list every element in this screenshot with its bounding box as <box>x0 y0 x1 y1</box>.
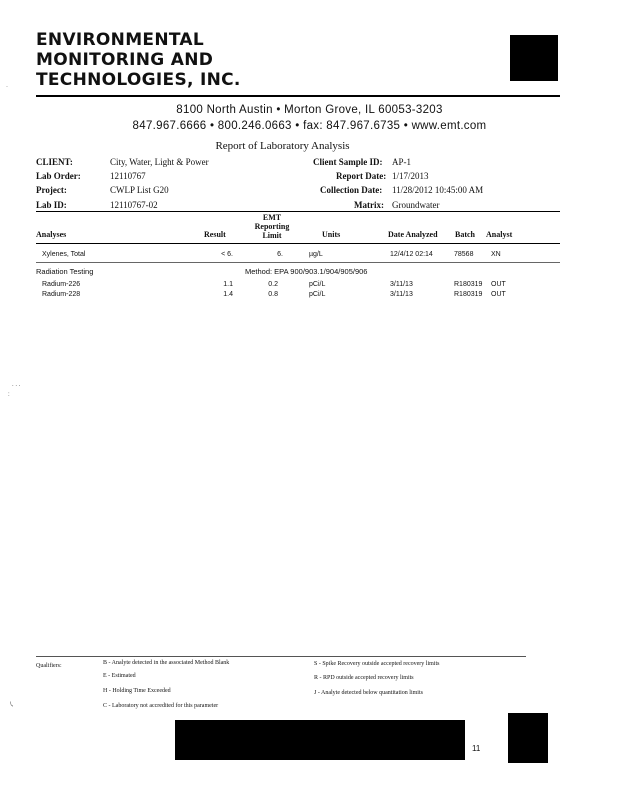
cell-limit: 0.8 <box>268 291 278 298</box>
cell-analysis: Radium-226 <box>42 281 81 288</box>
company-address: 8100 North Austin • Morton Grove, IL 60053-3203 <box>176 104 443 116</box>
scan-mark: \, <box>10 702 14 708</box>
cell-result: < 6. <box>221 251 233 258</box>
header-units: Units <box>322 230 341 239</box>
qualifier-j: J - Analyte detected below quantitation limits <box>314 690 423 696</box>
lab-id-value: 12110767-02 <box>110 200 158 210</box>
cell-limit: 6. <box>277 251 283 258</box>
redaction-block-bottom <box>175 720 465 760</box>
client-sample-label: Client Sample ID: <box>313 157 383 167</box>
cell-batch: R180319 <box>454 291 483 298</box>
cell-analysis: Xylenes, Total <box>42 251 86 258</box>
qualifier-h: H - Holding Time Exceeded <box>103 688 171 694</box>
company-name <box>36 30 241 90</box>
matrix-value: Groundwater <box>392 200 440 210</box>
header-batch: Batch <box>455 230 475 239</box>
redaction-block-corner <box>508 713 548 763</box>
cell-limit: 0.2 <box>268 281 278 288</box>
cell-result: 1.1 <box>223 281 233 288</box>
qualifiers-label: Qualifiers: <box>36 663 62 669</box>
header-analyst: Analyst <box>486 230 513 239</box>
header-result: Result <box>204 230 226 239</box>
project-label: Project: <box>36 185 67 195</box>
report-date-value: 1/17/2013 <box>392 171 429 181</box>
qualifier-r: R - RPD outside accepted recovery limits <box>314 675 414 681</box>
header-emt: EMT <box>262 213 282 222</box>
collection-date-value: 11/28/2012 10:45:00 AM <box>392 185 484 195</box>
header-limit: Limit <box>262 231 282 240</box>
section-method: Method: EPA 900/903.1/904/905/906 <box>245 267 368 276</box>
company-name-line2: MONITORING AND <box>36 50 214 70</box>
header-analyses: Analyses <box>36 230 67 239</box>
cell-date: 12/4/12 02:14 <box>390 251 433 258</box>
lab-order-value: 12110767 <box>110 171 146 181</box>
header-emt-reporting-limit <box>245 213 299 240</box>
company-name-line1: ENVIRONMENTAL <box>36 30 205 50</box>
qualifier-c: C - Laboratory not accredited for this parameter <box>103 703 219 709</box>
qualifier-b: B - Analyte detected in the associated Method Blank <box>103 660 230 666</box>
lab-id-label: Lab ID: <box>36 200 67 210</box>
cell-units: pCi/L <box>309 291 326 298</box>
project-value: CWLP List G20 <box>110 185 169 195</box>
cell-date: 3/11/13 <box>390 281 413 288</box>
section-name: Radiation Testing <box>36 267 94 276</box>
collection-date-label: Collection Date: <box>320 185 383 195</box>
qualifier-e: E - Estimated <box>103 673 136 679</box>
report-title: Report of Laboratory Analysis <box>215 140 350 152</box>
matrix-label: Matrix: <box>354 200 384 210</box>
cell-analyst: OUT <box>491 291 506 298</box>
header-reporting: Reporting <box>254 222 290 231</box>
qualifier-s: S - Spike Recovery outside accepted recovery limits <box>314 661 440 667</box>
company-name-line3: TECHNOLOGIES, INC. <box>36 70 241 90</box>
cell-analysis: Radium-228 <box>42 291 81 298</box>
info-rule <box>36 211 560 212</box>
page-number: 11 <box>472 744 481 753</box>
cell-units: pCi/L <box>309 281 326 288</box>
scan-mark: . . . <box>12 382 21 388</box>
cell-units: µg/L <box>309 251 323 258</box>
scan-mark: · <box>6 84 8 90</box>
cell-analyst: XN <box>491 251 501 258</box>
footer-rule <box>36 656 526 657</box>
scan-mark: : <box>8 392 10 398</box>
report-date-label: Report Date: <box>336 171 387 181</box>
cell-batch: R180319 <box>454 281 483 288</box>
cell-analyst: OUT <box>491 281 506 288</box>
header-rule <box>36 95 560 97</box>
company-contact: 847.967.6666 • 800.246.0663 • fax: 847.967.6735 • www.emt.com <box>132 120 487 132</box>
lab-order-label: Lab Order: <box>36 171 81 181</box>
cell-batch: 78568 <box>454 251 474 258</box>
client-label: CLIENT: <box>36 157 73 167</box>
cell-date: 3/11/13 <box>390 291 413 298</box>
header-date-analyzed: Date Analyzed <box>388 230 438 239</box>
client-value: City, Water, Light & Power <box>110 157 209 167</box>
redaction-block-top <box>510 35 558 81</box>
cell-result: 1.4 <box>223 291 233 298</box>
row-rule <box>36 262 560 263</box>
client-sample-value: AP-1 <box>392 157 412 167</box>
table-header-rule <box>36 243 560 244</box>
